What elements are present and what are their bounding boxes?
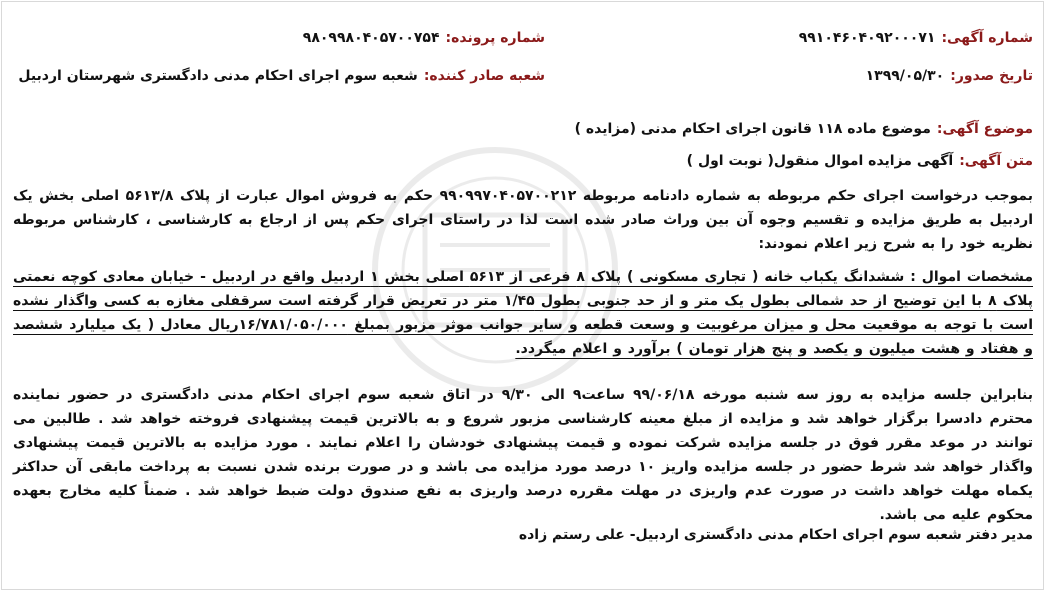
issuing-branch-value: شعبه سوم اجرای احکام مدنی دادگستری شهرستان اردبیل [18,68,418,84]
case-number-label: شماره پرونده: [445,30,545,46]
auction-terms-paragraph: بنابراین جلسه مزایده به روز سه شنبه مورخه ۹۹/۰۶/۱۸ ساعت۹ الی ۹/۳۰ در اتاق شعبه سوم اجرای احکام مدنی دادگستری در حضور نماینده محترم دادسرا برگزار خواهد شد و مزایده از مبلغ معینه کارشناسی مزبور شروع و به بالاترین قیمت پیشنهادی فروخته خواهد شد . طالبین می توانند در موعد مقرر فوق در جلسه مزایده شرکت نموده و قیمت پیشنهادی خودشان را اعلام نمایند . مورد مزایده به بالاترین قیمت پیشنهادی واگذار خواهد شد شرط حضور در جلسه مزایده واریز ۱۰ درصد مورد مزایده می باشد و در صورت برنده شدن نسبت به پرداخت مابقی آن حداکثر یکماه مهلت خواهد داشت در صورت عدم واریزی در مهلت مقرره درصد واریزی به نفع صندوق دولت ضبط خواهد شد . ضمناً کلیه مخارج بعهده محکوم علیه می باشد. [13,387,1034,523]
issue-date-row [866,68,1033,84]
notice-text-title-row [687,153,1033,169]
issuing-branch-row [18,68,545,84]
notice-number-row [799,30,1033,46]
notice-text-label: متن آگهی: [959,153,1033,169]
case-number-row [303,30,545,46]
property-specs-paragraph: مشخصات اموال : ششدانگ یکباب خانه ( تجاری مسکونی ) پلاک ۸ فرعی از ۵۶۱۳ اصلی بخش ۱ اردبیل واقع در اردبیل - خیابان معادی کوچه نعمتی پلاک ۸ با این توضیح از حد شمالی بطول یک متر و از حد جنوبی بطول ۱/۴۵ متر در تعریض قرار گرفته است سرقفلی مغازه به کسی واگذار نشده است با توجه به موقعیت محل و میزان مرغوبیت و وسعت قطعه و سایر جوانب موثر مزبور بمبلغ ۱۶/۷۸۱/۰۵۰/۰۰۰ریال معادل ( یک میلیارد ششصد و هفتاد و هشت میلیون و یکصد و پنج هزار تومان ) برآورد و اعلام میگردد. [13,269,1033,357]
case-number-value: ۹۸۰۹۹۸۰۴۰۵۷۰۰۷۵۴ [302,30,440,46]
issue-date-value: ۱۳۹۹/۰۵/۳۰ [865,68,945,84]
subject-value: موضوع ماده ۱۱۸ قانون اجرای احکام مدنی (مزایده ) [574,121,931,137]
court-order-paragraph: بموجب درخواست اجرای حکم مربوطه به شماره دادنامه مربوطه ۹۹۰۹۹۷۰۴۰۵۷۰۰۲۱۲ حکم به فروش اموال عبارت از پلاک ۵۶۱۳/۸ اصلی بخش یک اردبیل به طریق مزایده و تقسیم وجوه آن بین وراث صادر شده است لذا در راستای اجرای حکم پس از ارجاع به کارشناسی ، کارشناس مربوطه نظریه خود را به شرح زیر اعلام نمودند: [13,188,1033,252]
office-manager-signature: مدیر دفتر شعبه سوم اجرای احکام مدنی دادگستری اردبیل- علی رستم زاده [518,527,1033,543]
notice-number-value: ۹۹۱۰۴۶۰۴۰۹۲۰۰۰۷۱ [798,30,936,46]
notice-number-label: شماره آگهی: [941,30,1033,46]
issue-date-label: تاریخ صدور: [950,68,1033,84]
notice-text-title: آگهی مزایده اموال منقول( نوبت اول ) [686,153,954,169]
subject-row [575,121,1033,137]
subject-label: موضوع آگهی: [936,121,1033,137]
issuing-branch-label: شعبه صادر کننده: [423,68,545,84]
